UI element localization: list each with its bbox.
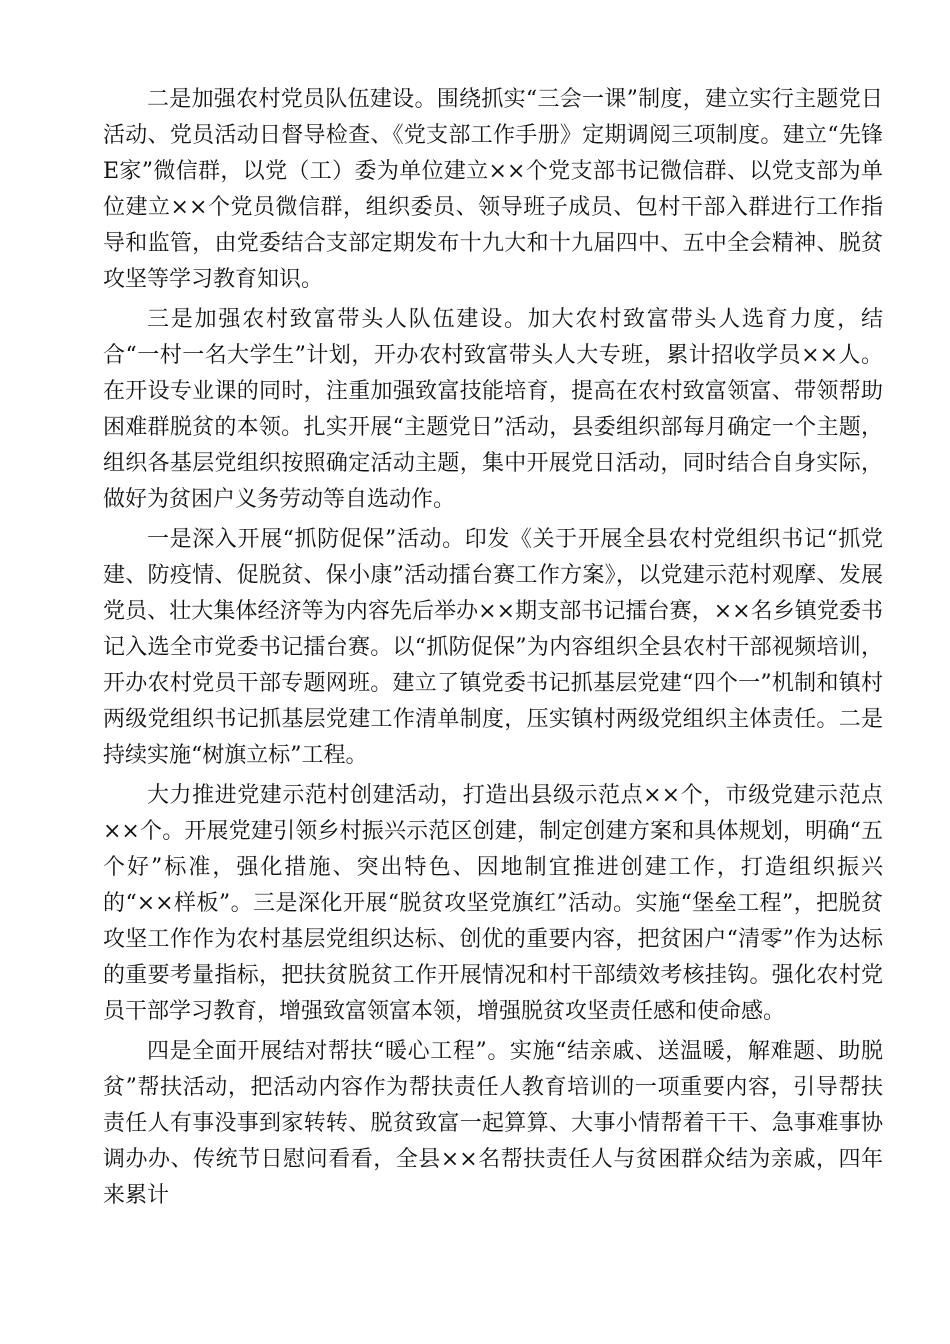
paragraph-demonstration-villages: 大力推进党建示范村创建活动，打造出县级示范点××个，市级党建示范点××个。开展党建引领乡村振兴示范区创建，制定创建方案和具体规划，明确“五个好”标准，强化措施、突出特色、因地制宜推进创建工作，打造组织振兴的“××样板”。三是深化开展“脱贫攻坚党旗红”活动。实施“堡垒工程”，把脱贫攻坚工作作为农村基层党组织达标、创优的重要内容，把贫困户“清零”作为达标的重要考量指标，把扶贫脱贫工作开展情况和村干部绩效考核挂钩。强化农村党员干部学习教育，增强致富领富本领，增强脱贫攻坚责任感和使命感。 bbox=[103, 783, 883, 1024]
paragraph-party-member-team: 二是加强农村党员队伍建设。围绕抓实“三会一课”制度，建立实行主题党日活动、党员活动日督导检查、《党支部工作手册》定期调阅三项制度。建立“先锋E家”微信群，以党（工）委为单位建立××个党支部书记微信群、以党支部为单位建立××个党员微信群，组织委员、领导班子成员、包村干部入群进行工作指导和监管，由党委结合支部定期发布十九大和十九届四中、五中全会精神、脱贫攻坚等学习教育知识。 bbox=[103, 87, 883, 292]
paragraph-warm-heart-project: 四是全面开展结对帮扶“暖心工程”。实施“结亲戚、送温暖，解难题、助脱贫”帮扶活动，把活动内容作为帮扶责任人教育培训的一项重要内容，引导帮扶责任人有事没事到家转转、脱贫致富一起算算、大事小情帮着干干、急事难事协调办办、传统节日慰问看看，全县××名帮扶责任人与贫困群众结为亲戚，四年来累计 bbox=[103, 1039, 883, 1208]
paragraph-zhua-fang-cu-bao: 一是深入开展“抓防促保”活动。印发《关于开展全县农村党组织书记“抓党建、防疫情、促脱贫、保小康”活动擂台赛工作方案》，以党建示范村观摩、发展党员、壮大集体经济等为内容先后举办××期支部书记擂台赛，××名乡镇党委书记入选全市党委书记擂台赛。以“抓防促保”为内容组织全县农村干部视频培训，开办农村党员干部专题网班。建立了镇党委书记抓基层党建“四个一”机制和镇村两级党组织书记抓基层党建工作清单制度，压实镇村两级党组织主体责任。二是持续实施“树旗立标”工程。 bbox=[103, 527, 883, 768]
paragraph-rich-leaders-team: 三是加强农村致富带头人队伍建设。加大农村致富带头人选育力度，结合“一村一名大学生”计划，开办农村致富带头人大专班，累计招收学员××人。在开设专业课的同时，注重加强致富技能培育，提高在农村致富领富、带领帮助困难群脱贫的本领。扎实开展“主题党日”活动，县委组织部每月确定一个主题，组织各基层党组织按照确定活动主题，集中开展党日活动，同时结合自身实际，做好为贫困户义务劳动等自选动作。 bbox=[103, 307, 883, 512]
document-body bbox=[103, 82, 883, 1218]
